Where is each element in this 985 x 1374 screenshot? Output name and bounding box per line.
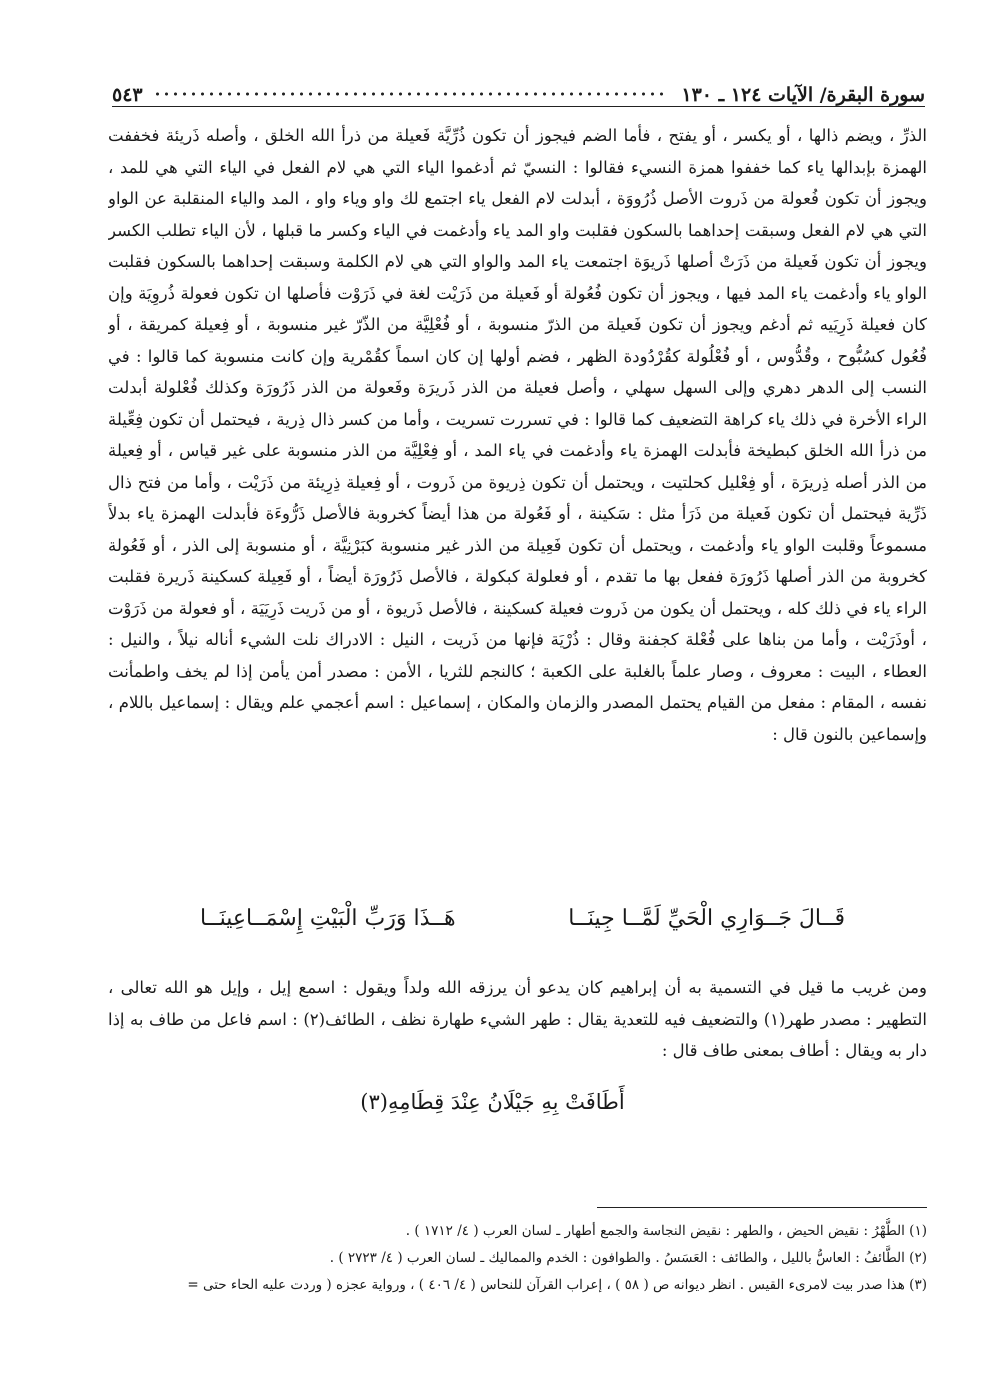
main-text bbox=[108, 120, 927, 750]
secondary-paragraph: ومن غريب ما قيل في التسمية به أن إبراهيم كان يدعو أن يرزقه الله ولداً ويقول : اسمع إيل ، وإيل هو الله تعالى ، التطهير : مصدر طهر(١) والتضعيف فيه للتعدية يقال : طهر الشيء طهارة نظف ، الطائف(٢) : اسم فاعل من طاف به إذا دار به ويقال : أطاف بمعنى طاف قال : bbox=[108, 978, 927, 1060]
footnote-3: (٣) هذا صدر بيت لامرىء القيس . انظر ديوانه ص ( ٥٨ ) ، إعراب القرآن للنحاس ( ٤/ ٤٠٦ ) ، ورواية عجزه ( وردت عليه الحاء حتى = bbox=[187, 1277, 927, 1293]
verse-hemistich-right: قَــالَ جَــوَارِي الْحَيِّ لَمَّــا جِينَــا bbox=[568, 905, 845, 931]
secondary-text bbox=[108, 972, 927, 1067]
running-header bbox=[112, 72, 925, 107]
surah-title: سورة البقرة/ الآيات ١٢٤ ـ ١٣٠ bbox=[681, 84, 925, 106]
footnote-1: (١) الطُّهْرُ : نقيض الحيض ، والطهر : نقيض النجاسة والجمع أطهار ـ لسان العرب ( ٤/ ١٧١٢ ) . bbox=[405, 1223, 927, 1239]
poetry-verse bbox=[200, 898, 845, 938]
main-paragraph: الذرِّ ، ويضم ذالها ، أو يكسر ، أو يفتح ، فأما الضم فيجوز أن تكون ذُرِّيَّة فَعيلة من ذرأ الله الخلق ، وأصله ذَريئة فخففت الهمزة بإبدالها ياء كما خففوا همزة النسيء فقالوا : النسيّ ثم أدغموا الياء التي هي لام الفعل في الياء التي هي للمد ، ويجوز أن تكون فُعولة من ذَروت الأصل ذُرُووَة ، أبدلت لام الفعل ياء اجتمع لك واو وياء واو ، المد والياء المنقلبة عن الواو التي هي لام الفعل وسبقت إحداهما بالسكون فقلبت واو المد ياء وأدغمت في الياء وكسر ما قبلها ، لأن الياء تطلب الكسر ويجوز أن تكون فَعيلة من ذَرَتْ أصلها ذَريوَة اجتمعت ياء المد والواو التي هي لام الكلمة وسبقت إحداهما بالسكون فقلبت الواو ياء وأدغمت ياء المد فيها ، ويجوز أن تكون فُعُولة أو فَعيلة من ذَرَيْت لغة في ذَرَوْت فأصلها ان تكون فعولة ذُروِيَة وإن كان فعيلة ذَرِيَيه ثم أدغم ويجوز أن تكون فَعيلة من الذرّ منسوبة ، أو فُعْلِيَّة من الذّرّ غير منسوبة ، أو فِعيلة كمريقة ، أو فُعُول كسُبُّوح ، وقُدُّوس ، أو فُعْلُولة كقُرْدُودة الظهر ، فضم أولها إن كان اسماً كقُمْرية وإن كانت منسوبة كما قالوا : في النسب إلى الدهر دهري وإلى السهل سهلي ، وأصل فعيلة من الذر ذَريرَة وفَعولة من الذر ذَرُورَة وكذلك فُعْلولة أبدلت الراء الأخرة في ذلك ياء كراهة التضعيف كما قالوا : في تسررت تسريت ، وأما من كسر ذال ذِرية ، فيحتمل أن تكون فِعِّيلة من ذرأ الله الخلق كبطيخة فأبدلت الهمزة ياء وأدغمت في ياء المد ، أو فِعْلِيَّة من الذر منسوبة على غير قياس ، أو فِعيلة من الذر أصله ذِريرَة ، أو فِعْليل كحلتيت ، ويحتمل أن تكون ذِريوة من ذَروت ، أو فِعيلة ذِرِيئة من ذَرَيْت ، وأما من فتح ذال ذَرِّية فيحتمل أن تكون فَعيلة من ذَرَأ مثل : سَكينة ، أو فَعُولة من هذا أيضاً كخروبة فالأصل ذَرُّوءَة فأبدلت الهمزة ياء بدلاً مسموعاً وقلبت الواو ياء وأدغمت ، ويحتمل أن تكون فَعِيلة من الذر غير منسوبة كبَرْنِيَّة ، أو منسوبة إلى الذر ، أو فَعُولة كخروبة من الذر أصلها ذَرُورَة ففعل بها ما تقدم ، أو فعلولة كبكولة ، فالأصل ذَرُورَة أيضاً ، أو فَعِيلة كسكينة ذَريرة فقلبت الراء ياء في ذلك كله ، ويحتمل أن يكون من ذَروت فعيلة كسكينة ، فالأصل ذَريوة ، أو من ذَريت ذَرِيَيَة ، أو فعولة من ذَرَوْت ، أوذَرَيْت ، وأما من بناها على فُعْلة كجفنة وقال : ذُرْيَة فإنها من ذَريت ، النيل : الادراك نلت الشيء أناله نيلاً ، والنيل : العطاء ، البيت : معروف ، وصار علماً بالغلبة على الكعبة ؛ كالنجم للثريا ، الأمن : مصدر أمن يأمن إذا لم يخف واطمأنت نفسه ، المقام : مفعل من القيام يحتمل المصدر والزمان والمكان ، إسماعيل : اسم أعجمي علم ويقال : إسماعيل باللام ، وإسماعين بالنون قال : bbox=[108, 126, 927, 744]
page-number: ٥٤٣ bbox=[112, 84, 143, 106]
half-verse-quote: أَطَافَتْ بِهِ جَيْلَانُ عِنْدَ قِطَامِهِ(٣) bbox=[360, 1090, 625, 1114]
verse-hemistich-left: هَــذَا وَرَبِّ الْبَيْتِ إِسْمَــاعِينَــا bbox=[200, 905, 456, 931]
footnote-separator bbox=[597, 1207, 927, 1208]
dotted-leader bbox=[153, 90, 668, 98]
footnote-2: (٢) الطَّائفُ : العاسُّ بالليل ، والطائف : العَسَسُ . والطوافون : الخدم والمماليك ـ لسان العرب ( ٤/ ٢٧٢٣ ) . bbox=[329, 1250, 927, 1266]
footnotes bbox=[60, 1218, 927, 1299]
